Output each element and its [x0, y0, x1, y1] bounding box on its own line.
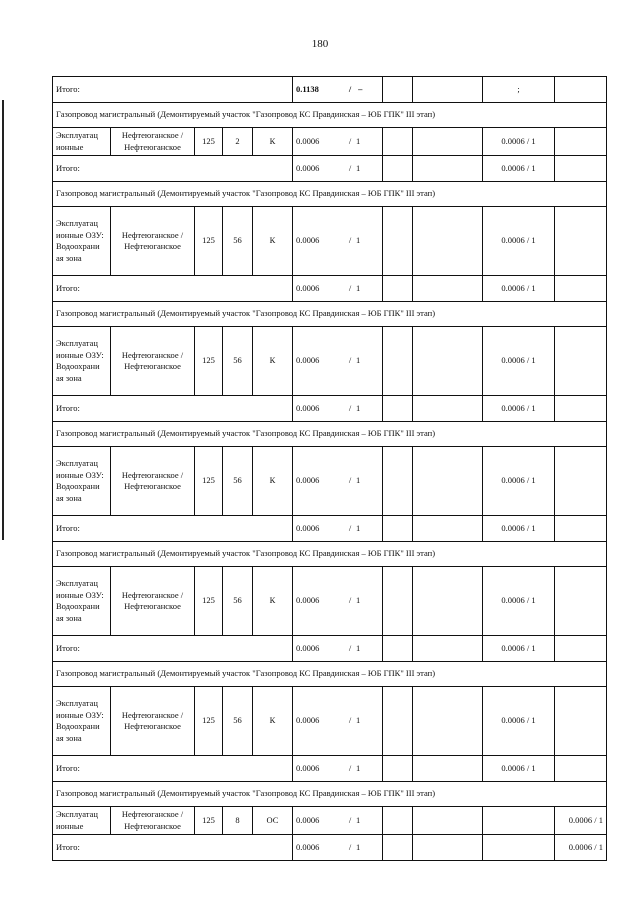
category: К [253, 447, 293, 516]
empty-cell [413, 128, 483, 156]
column-9-value [483, 807, 555, 835]
empty-cell [383, 77, 413, 103]
empty-cell [413, 835, 483, 861]
total-area-cell [293, 636, 383, 662]
land-plots-table [52, 76, 607, 861]
total-count: 1 [356, 762, 361, 773]
total-column-10 [555, 276, 607, 302]
section-total-row [53, 516, 607, 542]
empty-cell [413, 276, 483, 302]
section-title: Газопровод магистральный (Демонтируемый участок "Газопровод КС Правдинская – ЮБ ГПК" III этап) [53, 103, 607, 128]
area-separator: / [348, 475, 352, 486]
category: ОС [253, 807, 293, 835]
total-area: 0.0006 [296, 522, 320, 533]
area-value: 0.0006 [296, 235, 320, 246]
forestry-name: Нефтеюганское / Нефтеюганское [111, 567, 195, 636]
empty-cell [413, 396, 483, 422]
empty-cell [383, 207, 413, 276]
area-value: 0.0006 [296, 355, 320, 366]
total-column-9: 0.0006 / 1 [483, 276, 555, 302]
area-separator: / [348, 715, 352, 726]
total-area: 0.0006 [296, 762, 320, 773]
area-count: 1 [356, 715, 361, 726]
empty-cell [413, 156, 483, 182]
table-row [53, 207, 607, 276]
total-area: 0.0006 [296, 642, 320, 653]
table-row [53, 687, 607, 756]
column-9-value: 0.0006 / 1 [483, 447, 555, 516]
total-label: Итого: [53, 77, 293, 103]
area-separator: / [348, 814, 352, 825]
category: К [253, 128, 293, 156]
empty-cell [413, 567, 483, 636]
plot-number: 56 [223, 447, 253, 516]
area-separator: / [348, 235, 352, 246]
area-separator: / [348, 135, 352, 146]
column-10-value [555, 447, 607, 516]
total-label: Итого: [53, 636, 293, 662]
section-total-row [53, 156, 607, 182]
total-label: Итого: [53, 516, 293, 542]
mark-cell: ; [483, 77, 555, 103]
section-total-row [53, 396, 607, 422]
area-cell [293, 447, 383, 516]
total-area: 0.0006 [296, 841, 320, 852]
empty-cell [383, 687, 413, 756]
empty-cell [383, 835, 413, 861]
column-9-value: 0.0006 / 1 [483, 207, 555, 276]
total-count: 1 [356, 162, 361, 173]
empty-cell [383, 807, 413, 835]
total-area: 0.0006 [296, 162, 320, 173]
margin-binding-line [2, 100, 4, 540]
area-cell [293, 207, 383, 276]
section-title: Газопровод магистральный (Демонтируемый участок "Газопровод КС Правдинская – ЮБ ГПК" III этап) [53, 302, 607, 327]
column-9-value: 0.0006 / 1 [483, 327, 555, 396]
forestry-name: Нефтеюганское / Нефтеюганское [111, 447, 195, 516]
total-column-9: 0.0006 / 1 [483, 396, 555, 422]
total-column-9: 0.0006 / 1 [483, 156, 555, 182]
total-separator: / [348, 762, 352, 773]
category: К [253, 687, 293, 756]
quarter-number: 125 [195, 807, 223, 835]
total-area-cell [293, 835, 383, 861]
area-cell [293, 327, 383, 396]
section-title-row [53, 542, 607, 567]
total-separator: / [348, 522, 352, 533]
category: К [253, 207, 293, 276]
page-number: 180 [311, 38, 329, 50]
area-count: 1 [356, 814, 361, 825]
area-separator: / [348, 355, 352, 366]
table-row [53, 447, 607, 516]
total-column-9: 0.0006 / 1 [483, 756, 555, 782]
total-area-cell [293, 276, 383, 302]
table-row [53, 567, 607, 636]
section-total-row [53, 835, 607, 861]
total-area-cell [293, 396, 383, 422]
area-count: 1 [356, 135, 361, 146]
area-value: 0.0006 [296, 475, 320, 486]
plot-number: 2 [223, 128, 253, 156]
empty-cell [413, 327, 483, 396]
total-label: Итого: [53, 276, 293, 302]
area-cell [293, 687, 383, 756]
total-area-cell [293, 156, 383, 182]
area-count: 1 [356, 595, 361, 606]
table-row [53, 327, 607, 396]
empty-cell [413, 687, 483, 756]
quarter-number: 125 [195, 447, 223, 516]
zone-type: Эксплуатац ионные ОЗУ: Водоохрани ая зона [53, 447, 111, 516]
empty-cell [413, 516, 483, 542]
zone-type: Эксплуатац ионные ОЗУ: Водоохрани ая зона [53, 567, 111, 636]
area-cell [293, 807, 383, 835]
total-column-10 [555, 636, 607, 662]
empty-cell [413, 77, 483, 103]
plot-number: 56 [223, 687, 253, 756]
column-10-value [555, 687, 607, 756]
total-label: Итого: [53, 835, 293, 861]
empty-cell [383, 276, 413, 302]
total-column-10 [555, 756, 607, 782]
total-label: Итого: [53, 756, 293, 782]
section-title: Газопровод магистральный (Демонтируемый участок "Газопровод КС Правдинская – ЮБ ГПК" III этап) [53, 782, 607, 807]
plot-number: 8 [223, 807, 253, 835]
empty-cell [383, 636, 413, 662]
empty-cell [413, 447, 483, 516]
total-area: 0.1138 [296, 83, 319, 94]
total-count: 1 [356, 282, 361, 293]
header-total-row [53, 77, 607, 103]
total-label: Итого: [53, 156, 293, 182]
section-title: Газопровод магистральный (Демонтируемый участок "Газопровод КС Правдинская – ЮБ ГПК" III этап) [53, 422, 607, 447]
column-10-value [555, 207, 607, 276]
total-count: 1 [356, 642, 361, 653]
zone-type: Эксплуатац ионные ОЗУ: Водоохрани ая зона [53, 207, 111, 276]
table-row [53, 128, 607, 156]
category: К [253, 327, 293, 396]
total-area-cell [293, 77, 383, 103]
area-cell [293, 128, 383, 156]
column-10-value [555, 327, 607, 396]
total-label: Итого: [53, 396, 293, 422]
plot-number: 56 [223, 207, 253, 276]
forestry-name: Нефтеюганское / Нефтеюганское [111, 128, 195, 156]
empty-cell [383, 567, 413, 636]
category: К [253, 567, 293, 636]
total-column-9: 0.0006 / 1 [483, 636, 555, 662]
total-column-9: 0.0006 / 1 [483, 516, 555, 542]
forestry-name: Нефтеюганское / Нефтеюганское [111, 687, 195, 756]
column-9-value: 0.0006 / 1 [483, 687, 555, 756]
forestry-name: Нефтеюганское / Нефтеюганское [111, 807, 195, 835]
empty-cell [555, 77, 607, 103]
quarter-number: 125 [195, 687, 223, 756]
column-9-value: 0.0006 / 1 [483, 567, 555, 636]
empty-cell [383, 447, 413, 516]
column-9-value: 0.0006 / 1 [483, 128, 555, 156]
section-title-row [53, 302, 607, 327]
total-separator: / [348, 282, 352, 293]
empty-cell [383, 396, 413, 422]
plot-number: 56 [223, 327, 253, 396]
plot-number: 56 [223, 567, 253, 636]
total-column-10 [555, 156, 607, 182]
empty-cell [383, 156, 413, 182]
section-title-row [53, 182, 607, 207]
section-title: Газопровод магистральный (Демонтируемый участок "Газопровод КС Правдинская – ЮБ ГПК" III этап) [53, 542, 607, 567]
section-title-row [53, 662, 607, 687]
quarter-number: 125 [195, 567, 223, 636]
column-10-value [555, 128, 607, 156]
area-count: 1 [356, 475, 361, 486]
column-10-value: 0.0006 / 1 [555, 807, 607, 835]
total-area: 0.0006 [296, 282, 320, 293]
total-column-10: 0.0006 / 1 [555, 835, 607, 861]
quarter-number: 125 [195, 327, 223, 396]
empty-cell [383, 128, 413, 156]
section-title-row [53, 103, 607, 128]
forestry-name: Нефтеюганское / Нефтеюганское [111, 207, 195, 276]
total-count: 1 [356, 841, 361, 852]
total-area: 0.0006 [296, 402, 320, 413]
column-10-value [555, 567, 607, 636]
zone-type: Эксплуатац ионные [53, 807, 111, 835]
area-value: 0.0006 [296, 715, 320, 726]
zone-type: Эксплуатац ионные ОЗУ: Водоохрани ая зона [53, 687, 111, 756]
total-separator: / [348, 642, 352, 653]
total-separator: / [348, 402, 352, 413]
section-total-row [53, 276, 607, 302]
empty-cell [413, 207, 483, 276]
total-area-cell [293, 516, 383, 542]
empty-cell [383, 756, 413, 782]
forestry-name: Нефтеюганское / Нефтеюганское [111, 327, 195, 396]
total-column-10 [555, 396, 607, 422]
empty-cell [383, 516, 413, 542]
total-separator: / [348, 162, 352, 173]
area-cell [293, 567, 383, 636]
zone-type: Эксплуатац ионные [53, 128, 111, 156]
section-total-row [53, 756, 607, 782]
section-title: Газопровод магистральный (Демонтируемый участок "Газопровод КС Правдинская – ЮБ ГПК" III этап) [53, 662, 607, 687]
section-title: Газопровод магистральный (Демонтируемый участок "Газопровод КС Правдинская – ЮБ ГПК" III этап) [53, 182, 607, 207]
total-column-10 [555, 516, 607, 542]
area-count: 1 [356, 235, 361, 246]
area-value: 0.0006 [296, 595, 320, 606]
total-separator: / [348, 83, 352, 94]
empty-cell [413, 807, 483, 835]
section-total-row [53, 636, 607, 662]
section-title-row [53, 782, 607, 807]
total-column-9 [483, 835, 555, 861]
area-value: 0.0006 [296, 814, 320, 825]
total-count: 1 [356, 402, 361, 413]
table-row [53, 807, 607, 835]
empty-cell [413, 636, 483, 662]
total-count: 1 [356, 522, 361, 533]
zone-type: Эксплуатац ионные ОЗУ: Водоохрани ая зона [53, 327, 111, 396]
total-separator: / [348, 841, 352, 852]
area-separator: / [348, 595, 352, 606]
total-area-cell [293, 756, 383, 782]
empty-cell [413, 756, 483, 782]
section-title-row [53, 422, 607, 447]
total-suffix: – [358, 83, 363, 94]
quarter-number: 125 [195, 128, 223, 156]
empty-cell [383, 327, 413, 396]
area-value: 0.0006 [296, 135, 320, 146]
area-count: 1 [356, 355, 361, 366]
quarter-number: 125 [195, 207, 223, 276]
